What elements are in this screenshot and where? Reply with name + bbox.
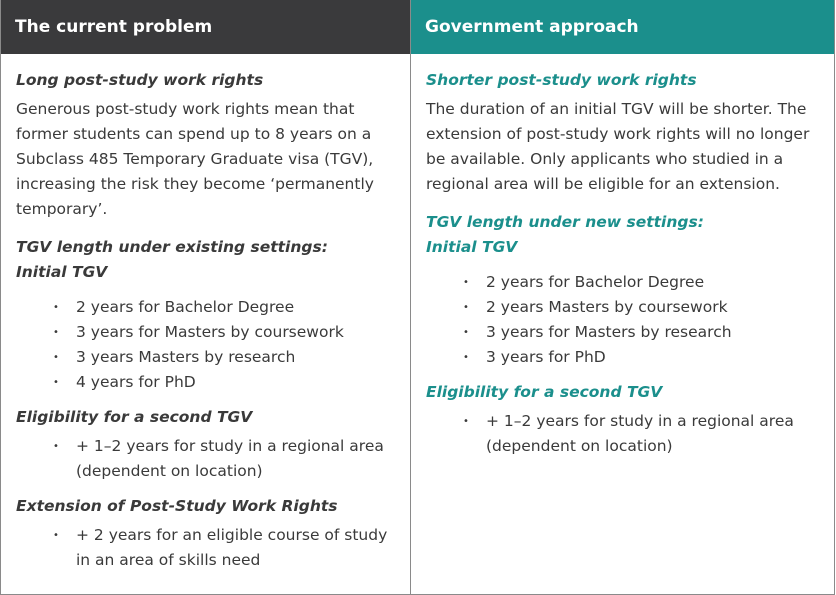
- existing-settings-heading: TGV length under existing settings:: [16, 238, 328, 256]
- government-approach-body: [411, 54, 834, 459]
- new-initial-tgv-heading: Initial TGV: [426, 238, 518, 256]
- long-post-study-text: Generous post-study work rights mean that former students can spend up to 8 years on a Subclass 485 Temporary Graduate visa (TGV), increasing the risk they become ‘permanently temporary’.: [16, 100, 374, 218]
- second-tgv-heading: Eligibility for a second TGV: [16, 408, 253, 426]
- list-item: • 2 years Masters by coursework: [426, 295, 820, 320]
- list-item: • 3 years for PhD: [426, 345, 820, 370]
- current-problem-body: [1, 54, 410, 573]
- new-second-tgv-list: [426, 409, 820, 459]
- list-item: • 2 years for Bachelor Degree: [16, 295, 396, 320]
- list-item: • 3 years for Masters by research: [426, 320, 820, 345]
- current-problem-column: [0, 0, 411, 595]
- list-item: • 3 years Masters by research: [16, 345, 396, 370]
- new-settings-heading: TGV length under new settings:: [426, 213, 704, 231]
- shorter-post-study-text: The duration of an initial TGV will be shorter. The extension of post-study work rights will no longer be available. Only applicants who studied in a regional area will be eligible for an extension.: [426, 100, 810, 193]
- extension-list: [16, 523, 396, 573]
- government-approach-header: Government approach: [411, 0, 834, 54]
- long-post-study-heading: Long post-study work rights: [16, 71, 264, 89]
- new-tgv-list: [426, 270, 820, 370]
- second-tgv-list: [16, 434, 396, 484]
- list-item: • 2 years for Bachelor Degree: [426, 270, 820, 295]
- list-item: • + 1–2 years for study in a regional area (dependent on location): [16, 434, 396, 484]
- new-second-tgv-heading: Eligibility for a second TGV: [426, 383, 663, 401]
- shorter-post-study-heading: Shorter post-study work rights: [426, 71, 697, 89]
- extension-heading: Extension of Post-Study Work Rights: [16, 497, 338, 515]
- list-item: • 4 years for PhD: [16, 370, 396, 395]
- existing-initial-tgv-heading: Initial TGV: [16, 263, 108, 281]
- government-approach-column: [411, 0, 835, 595]
- list-item: • + 1–2 years for study in a regional area (dependent on location): [426, 409, 820, 459]
- list-item: • + 2 years for an eligible course of study in an area of skills need: [16, 523, 396, 573]
- list-item: • 3 years for Masters by coursework: [16, 320, 396, 345]
- existing-tgv-list: [16, 295, 396, 395]
- current-problem-header: The current problem: [1, 0, 410, 54]
